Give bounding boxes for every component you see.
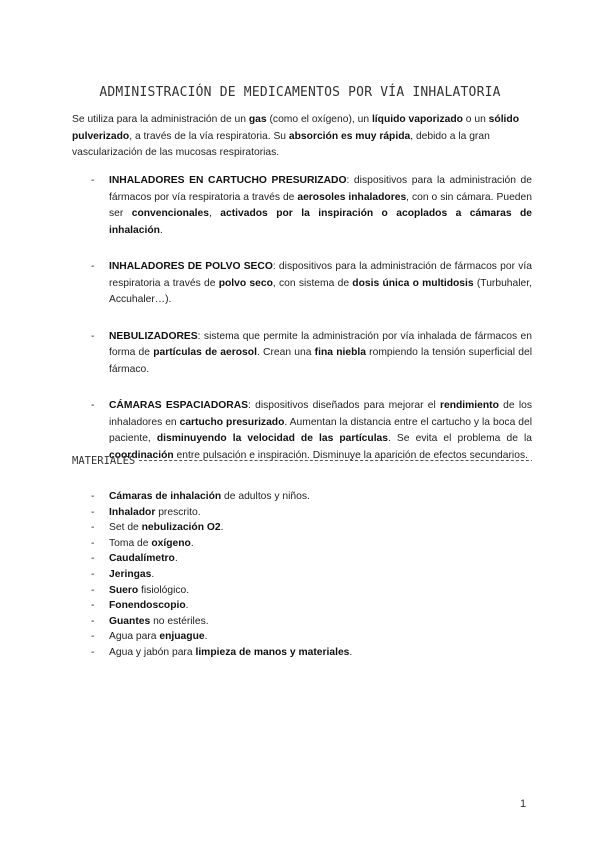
bullet-dash: - bbox=[91, 522, 95, 534]
device-text: , con sistema de bbox=[272, 277, 353, 289]
device-text: . Crean una bbox=[256, 347, 315, 358]
intro-text: , debido a la gran vascularización de las mucosas respiratorias. bbox=[72, 130, 490, 158]
bullet-dash: - bbox=[91, 615, 95, 627]
device-text: , con o sin cámara. Pueden ser bbox=[109, 191, 532, 219]
material-bold: Suero bbox=[109, 584, 139, 596]
material-bold: enjuague bbox=[159, 631, 205, 643]
bullet-dash: - bbox=[91, 506, 95, 518]
device-text: (Turbuhaler, Accuhaler…). bbox=[109, 277, 532, 305]
intro-text: , a través de la vía respiratoria. Su bbox=[129, 130, 289, 142]
device-name: NEBULIZADORES bbox=[109, 330, 198, 342]
bullet-dash: - bbox=[91, 400, 95, 411]
material-bold: Guantes bbox=[109, 615, 151, 627]
device-text: : dispositivos para la administración de fármacos por vía respiratoria a través de bbox=[109, 261, 532, 289]
material-text: . bbox=[151, 568, 155, 580]
list-item bbox=[72, 567, 532, 583]
list-item bbox=[72, 536, 532, 552]
bullet-dash: - bbox=[91, 330, 95, 342]
material-bold: Jeringas bbox=[109, 568, 152, 580]
page-title: ADMINISTRACIÓN DE MEDICAMENTOS POR VÍA INHALATORIA bbox=[99, 84, 501, 100]
device-bold: disminuyendo la velocidad de las partículas bbox=[156, 433, 389, 444]
device-name: CÁMARAS ESPACIADORAS bbox=[109, 400, 249, 411]
device-bold: aerosoles inhaladores bbox=[297, 191, 407, 203]
intro-text: Se utiliza para la administración de un bbox=[72, 114, 249, 125]
device-text: . Se evita el problema de la bbox=[388, 433, 532, 444]
list-item bbox=[72, 645, 532, 661]
material-text: Set de bbox=[109, 522, 142, 534]
intro-bold: líquido vaporizado bbox=[371, 114, 463, 125]
bullet-dash: - bbox=[91, 646, 95, 658]
bullet-dash: - bbox=[91, 631, 95, 643]
list-item bbox=[72, 598, 532, 614]
material-text: . bbox=[185, 600, 189, 612]
material-text: . bbox=[204, 631, 208, 643]
material-text: . bbox=[220, 522, 224, 534]
material-bold: Caudalímetro bbox=[109, 553, 175, 565]
device-text: : sistema que permite la administración por vía inhalada de fármacos en forma de bbox=[109, 330, 532, 358]
device-name: INHALADORES DE POLVO SECO bbox=[109, 261, 273, 272]
material-bold: oxígeno bbox=[151, 537, 191, 549]
material-bold: nebulización O2 bbox=[141, 522, 221, 534]
device-text: . Aumentan la distancia entre el cartucho y la boca del paciente, bbox=[109, 416, 532, 444]
bullet-dash: - bbox=[91, 584, 95, 596]
intro-bold: absorción es muy rápida bbox=[288, 130, 411, 142]
material-text: Toma de bbox=[109, 537, 152, 549]
material-text: . bbox=[349, 646, 353, 658]
device-text: : dispositivos diseñados para mejorar el bbox=[248, 400, 440, 411]
material-text: . bbox=[174, 553, 178, 565]
device-bold: polvo seco bbox=[218, 277, 273, 289]
device-bold: coordinación bbox=[109, 449, 174, 461]
materials-heading bbox=[72, 455, 532, 471]
device-text: , bbox=[209, 208, 221, 219]
material-bold: limpieza de manos y materiales bbox=[195, 646, 350, 658]
intro-text: o un bbox=[462, 114, 489, 125]
list-item bbox=[72, 329, 532, 379]
list-item bbox=[72, 629, 532, 645]
material-bold: Fonendoscopio bbox=[109, 600, 186, 612]
intro-text: (como el oxígeno), un bbox=[266, 114, 372, 125]
device-name: INHALADORES EN CARTUCHO PRESURIZADO bbox=[109, 175, 347, 186]
list-item bbox=[72, 520, 532, 536]
device-text: de los inhaladores en bbox=[109, 400, 532, 428]
page-number: 1 bbox=[520, 798, 527, 810]
device-bold: dosis única o multidosis bbox=[352, 277, 474, 289]
bullet-dash: - bbox=[91, 537, 95, 549]
device-bold: fina niebla bbox=[314, 347, 366, 358]
device-text: . bbox=[159, 224, 163, 236]
device-text: : dispositivos para la administración de fármacos por vía respiratoria a través de bbox=[109, 175, 532, 203]
materials-heading-label: MATERIALES bbox=[72, 455, 136, 467]
list-item bbox=[72, 259, 532, 309]
device-bold: partículas de aerosol bbox=[153, 347, 257, 358]
list-item bbox=[72, 505, 532, 521]
list-item bbox=[72, 489, 532, 505]
bullet-dash: - bbox=[91, 175, 95, 186]
list-item bbox=[72, 551, 532, 567]
device-bold: activados por la inspiración o acoplados a cámaras de inhalación bbox=[109, 208, 532, 236]
list-item bbox=[72, 173, 532, 239]
bullet-dash: - bbox=[91, 600, 95, 612]
material-text: . bbox=[190, 537, 194, 549]
bullet-dash: - bbox=[91, 491, 95, 502]
device-text: entre pulsación e inspiración. Disminuye la aparición de efectos secundarios. bbox=[173, 449, 528, 461]
material-text: no estériles. bbox=[150, 615, 209, 627]
section-divider bbox=[139, 460, 532, 461]
materials-list bbox=[72, 489, 532, 661]
material-text: Agua para bbox=[109, 631, 160, 643]
list-item bbox=[72, 583, 532, 599]
device-bold: cartucho presurizado bbox=[179, 416, 285, 428]
list-item bbox=[72, 614, 532, 630]
device-list bbox=[72, 173, 532, 484]
material-text: de adultos y niños. bbox=[221, 491, 310, 502]
material-bold: Inhalador bbox=[109, 506, 156, 518]
material-text: Agua y jabón para bbox=[109, 646, 196, 658]
device-text: rompiendo la tensión superficial del fármaco. bbox=[109, 347, 532, 375]
material-text: fisiológico. bbox=[138, 584, 190, 596]
intro-paragraph bbox=[72, 112, 532, 162]
device-bold: rendimiento bbox=[439, 400, 499, 411]
bullet-dash: - bbox=[91, 568, 95, 580]
intro-bold: gas bbox=[248, 114, 267, 125]
bullet-dash: - bbox=[91, 261, 95, 272]
intro-bold: sólido pulverizado bbox=[72, 114, 519, 142]
bullet-dash: - bbox=[91, 553, 95, 565]
material-bold: Cámaras de inhalación bbox=[109, 491, 222, 502]
device-bold: convencionales bbox=[131, 208, 209, 219]
material-text: prescrito. bbox=[155, 506, 201, 518]
